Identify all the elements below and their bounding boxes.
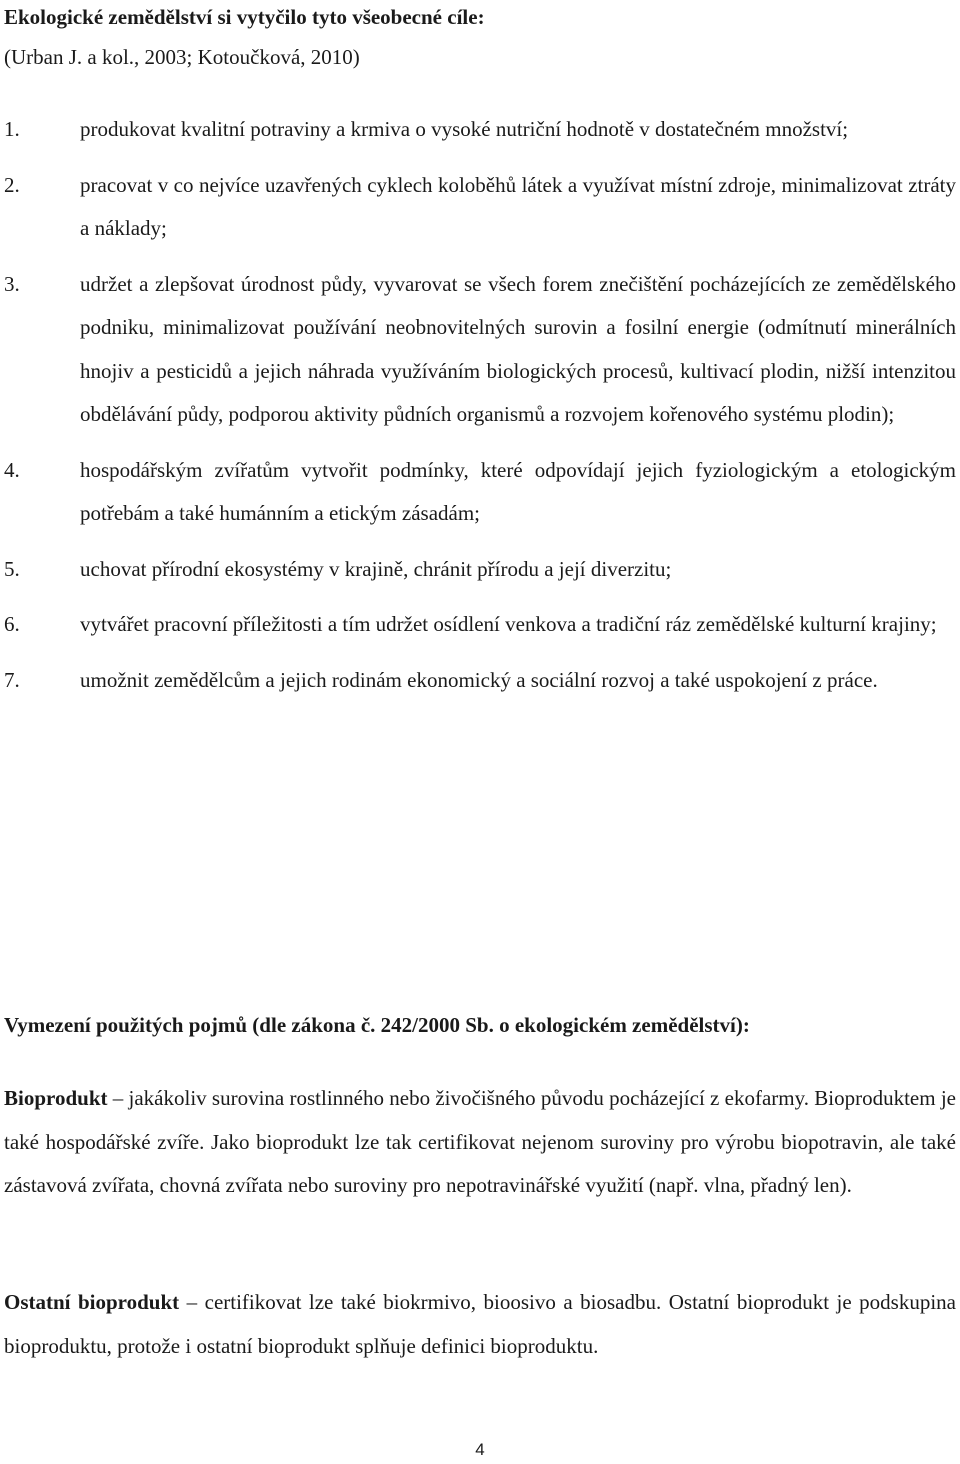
definition-term: Bioprodukt (4, 1086, 108, 1110)
list-item-number: 5. (4, 556, 20, 581)
definitions-heading: Vymezení použitých pojmů (dle zákona č. 242/2000 Sb. o ekologickém zemědělství): (4, 1013, 750, 1037)
list-item-number: 4. (4, 457, 20, 482)
list-item-text: uchovat přírodní ekosystémy v krajině, chránit přírodu a její diverzitu; (80, 556, 672, 581)
list-item-text: umožnit zemědělcům a jejich rodinám ekonomický a sociální rozvoj a také uspokojení z práce. (80, 667, 878, 692)
list-item-text: hospodářským zvířatům vytvořit podmínky, které odpovídají jejich fyziologickým a etologickým potřebám a také humánním a etickým zásadám; (80, 457, 956, 525)
definition-text: – certifikovat lze také biokrmivo, bioosivo a biosadbu. Ostatní bioprodukt je podskupina bioproduktu, protože i ostatní bioprodukt splňuje definici bioproduktu. (4, 1290, 956, 1358)
list-item (4, 548, 956, 592)
list-item-text: pracovat v co nejvíce uzavřených cyklech koloběhů látek a využívat místní zdroje, minimalizovat ztráty a náklady; (80, 172, 956, 240)
definition-paragraph (4, 1077, 956, 1208)
definition-term: Ostatní bioprodukt (4, 1290, 180, 1314)
list-item-text: produkovat kvalitní potraviny a krmiva o vysoké nutriční hodnotě v dostatečném množství; (80, 117, 849, 141)
list-item (4, 164, 956, 251)
list-item-number: 7. (4, 667, 20, 692)
definition-text: – jakákoliv surovina rostlinného nebo živočišného původu pocházející z ekofarmy. Bioproduktem je také hospodářské zvíře. Jako bioprodukt lze tak certifikovat nejenom suroviny pro výrobu biopotravin, ale také zástavová zvířata, chovná zvířata nebo suroviny pro nepotravinářské využití (např. vlna, přadný len). (4, 1086, 956, 1197)
section-citation: (Urban J. a kol., 2003; Kotoučková, 2010) (4, 45, 360, 69)
list-item-number: 2. (4, 172, 20, 197)
section-heading: Ekologické zemědělství si vytyčilo tyto všeobecné cíle: (4, 5, 485, 29)
goals-list (4, 108, 956, 714)
list-item (4, 263, 956, 437)
list-item-number: 6. (4, 612, 20, 636)
list-item (4, 449, 956, 536)
list-item-number: 3. (4, 271, 20, 296)
list-item-number: 1. (4, 117, 20, 141)
list-item-text: vytvářet pracovní příležitosti a tím udržet osídlení venkova a tradiční ráz zemědělské kulturní krajiny; (80, 612, 937, 636)
page-number: 4 (475, 1440, 485, 1459)
list-item (4, 108, 956, 152)
list-item (4, 659, 956, 703)
definition-paragraph (4, 1281, 956, 1368)
list-item (4, 603, 956, 647)
list-item-text: udržet a zlepšovat úrodnost půdy, vyvarovat se všech forem znečištění pocházejících ze zemědělského podniku, minimalizovat používání neobnovitelných surovin a fosilní energie (odmítnutí minerálních hnojiv a pesticidů a jejich náhrada využíváním biologických procesů, kultivací plodin, nižší intenzitou obdělávání půdy, podporou aktivity půdních organismů a rozvojem kořenového systému plodin); (80, 271, 956, 426)
